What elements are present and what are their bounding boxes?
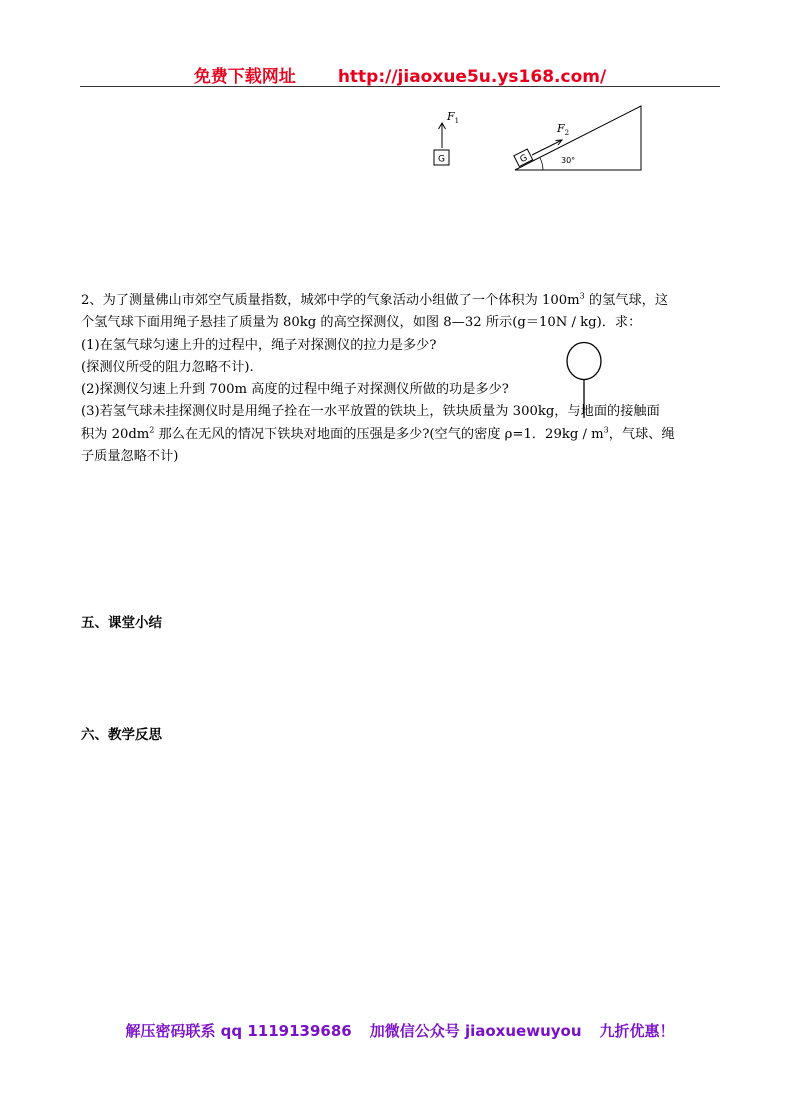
header-divider: [80, 86, 720, 87]
page-header: [0, 62, 800, 87]
question-1: (1)在氢气球匀速上升的过程中，绳子对探测仪的拉力是多少?: [81, 337, 437, 353]
force-diagrams: [420, 104, 650, 176]
problem-line-1: 2、为了测量佛山市郊空气质量指数，城郊中学的气象活动小组做了一个体积为 $100m^3$ 的氢气球，这: [81, 291, 669, 308]
f2-label: $F_2$: [557, 122, 570, 137]
svg-text:G: G: [518, 153, 530, 166]
header-label: 免费下载网址: [193, 67, 296, 87]
problem-2: [81, 290, 721, 468]
page-footer: [0, 1020, 800, 1041]
problem-line-2: 个氢气球下面用绳子悬挂了质量为 80kg 的高空探测仪，如图 8—32 所示(g＝10N / kg)．求：: [81, 315, 642, 331]
footer-wechat: 加微信公众号 jiaoxuewuyou: [369, 1022, 582, 1040]
balloon-figure: [563, 340, 609, 420]
incline-triangle: [515, 106, 641, 170]
angle-arc: [540, 158, 543, 170]
question-3-line-2: 积为 $20dm^2$ 那么在无风的情况下铁块对地面的压强是多少?(空气的密度 ρ=1．$29kg / m^3$，气球、绳: [81, 425, 675, 442]
question-3-line-3: 子质量忽略不计): [81, 449, 179, 465]
f1-label: $F_1$: [447, 110, 460, 125]
f2-arrow-shaft: [532, 140, 562, 155]
question-1-note: (探测仪所受的阻力忽略不计).: [81, 359, 254, 375]
question-3-line-1: (3)若氢气球未挂探测仪时是用绳子拴在一水平放置的铁块上，铁块质量为 300kg，与地面的接触面: [81, 404, 660, 420]
box2: [514, 149, 533, 167]
footer-discount: 九折优惠！: [599, 1022, 675, 1040]
section-reflection: 六、教学反思: [81, 727, 162, 743]
balloon: [567, 343, 601, 380]
angle-label: 30°: [561, 156, 576, 165]
footer-password-contact: 解压密码联系 qq 1119139686: [125, 1022, 352, 1040]
incline-force-figure: [514, 106, 641, 170]
header-url-link[interactable]: http://jiaoxue5u.ys168.com/: [337, 67, 607, 87]
question-2: (2)探测仪匀速上升到 700m 高度的过程中绳子对探测仪所做的功是多少?: [81, 382, 509, 398]
section-summary: 五、课堂小结: [81, 615, 162, 631]
box1-label: G: [438, 154, 445, 165]
vertical-force-figure: [434, 110, 459, 165]
